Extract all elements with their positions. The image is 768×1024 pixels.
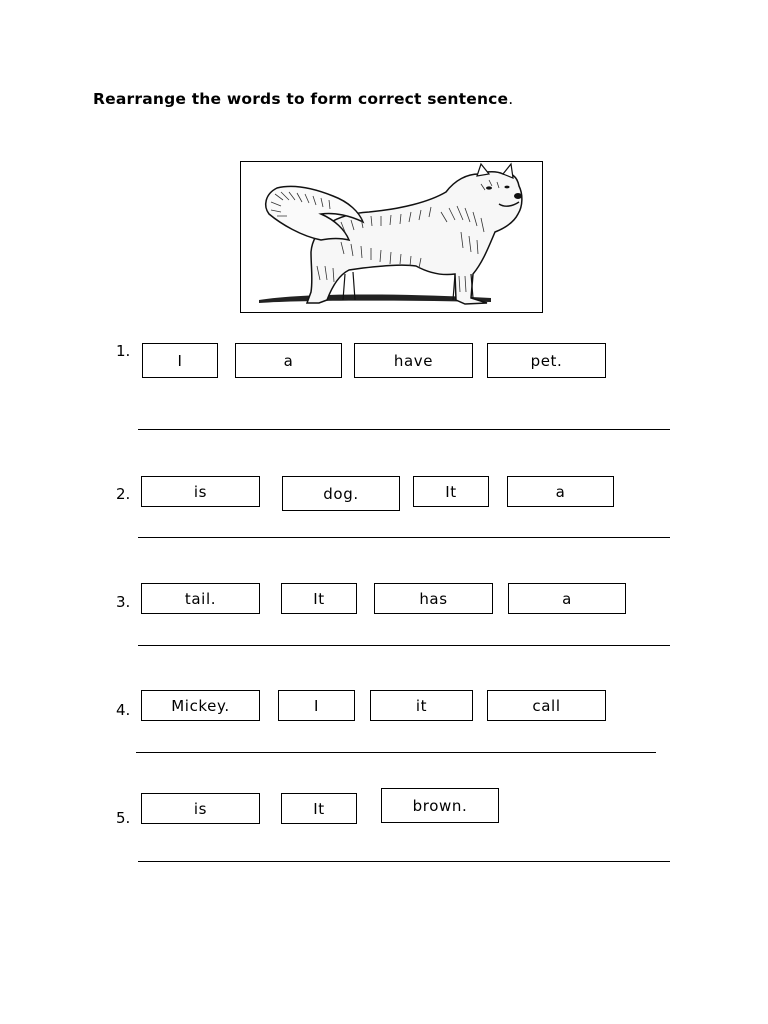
word-card[interactable]: Mickey. [141, 690, 260, 721]
word-card[interactable]: have [354, 343, 473, 378]
word-card[interactable]: has [374, 583, 493, 614]
question-number: 5. [116, 809, 131, 827]
word-card[interactable]: a [507, 476, 614, 507]
word-card[interactable]: brown. [381, 788, 499, 823]
question-number: 3. [116, 593, 131, 611]
answer-line[interactable] [138, 537, 670, 538]
question-number: 1. [116, 342, 131, 360]
word-card[interactable]: is [141, 476, 260, 507]
page-title [93, 90, 513, 108]
word-card[interactable]: a [508, 583, 626, 614]
word-card[interactable]: call [487, 690, 606, 721]
dog-illustration-icon [241, 162, 544, 314]
question-number: 2. [116, 485, 131, 503]
word-card[interactable]: I [278, 690, 355, 721]
word-card[interactable]: I [142, 343, 218, 378]
word-card[interactable]: It [281, 583, 357, 614]
answer-line[interactable] [138, 429, 670, 430]
word-card[interactable]: It [281, 793, 357, 824]
answer-line[interactable] [138, 861, 670, 862]
word-card[interactable]: tail. [141, 583, 260, 614]
word-card[interactable]: It [413, 476, 489, 507]
answer-line[interactable] [136, 752, 656, 753]
answer-line[interactable] [138, 645, 670, 646]
word-card[interactable]: dog. [282, 476, 400, 511]
word-card[interactable]: pet. [487, 343, 606, 378]
word-card[interactable]: it [370, 690, 473, 721]
dog-picture [240, 161, 543, 313]
word-card[interactable]: a [235, 343, 342, 378]
instructions-period: . [508, 90, 514, 108]
question-number: 4. [116, 701, 131, 719]
word-card[interactable]: is [141, 793, 260, 824]
instructions-text: Rearrange the words to form correct sentence [93, 90, 509, 108]
